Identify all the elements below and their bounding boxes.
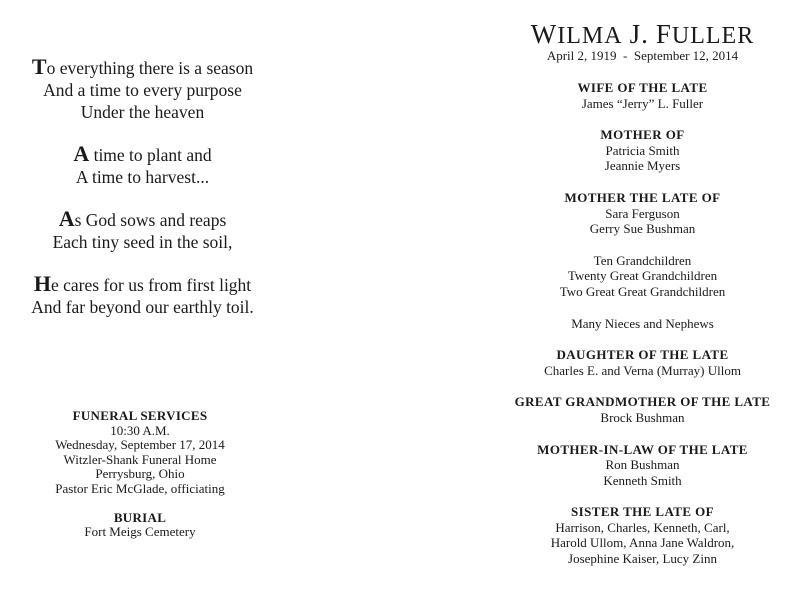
section-line: Patricia Smith: [605, 142, 680, 158]
services-location: Perrysburg, Ohio: [95, 466, 185, 482]
section-line: Brock Bushman: [600, 409, 685, 425]
section-line: Kenneth Smith: [603, 472, 682, 488]
section-line: Sara Ferguson: [605, 205, 680, 221]
obituary-section: [490, 394, 795, 425]
name-first-cap: W: [530, 19, 558, 49]
obituary-section: [490, 190, 795, 237]
deceased-name: [490, 20, 795, 50]
name-last-rest: ULLER: [671, 23, 755, 49]
drop-cap: A: [58, 206, 75, 231]
section-heading: MOTHER THE LATE OF: [564, 189, 721, 205]
poem-line: [0, 56, 285, 79]
name-middle: J.: [629, 19, 649, 49]
section-line: Josephine Kaiser, Lucy Zinn: [568, 551, 717, 567]
section-line: Charles E. and Verna (Murray) Ullom: [544, 362, 741, 378]
section-heading: WIFE OF THE LATE: [577, 80, 708, 95]
poem-line-text: o everything there is a season: [46, 58, 254, 78]
section-line: Ron Bushman: [605, 457, 680, 473]
section-line: Harold Ullom, Anna Jane Waldron,: [550, 535, 735, 551]
poem-line: [0, 273, 285, 296]
services-date: Wednesday, September 17, 2014: [55, 437, 225, 453]
section-line: Two Great Great Grandchildren: [559, 283, 726, 299]
obituary-section: [490, 80, 795, 111]
section-line: Jeannie Myers: [604, 158, 681, 174]
obituary-section: [490, 127, 795, 174]
poem-line: [0, 143, 285, 166]
section-line: Gerry Sue Bushman: [589, 221, 696, 237]
section-line: Twenty Great Grandchildren: [567, 268, 718, 284]
section-heading: DAUGHTER OF THE LATE: [556, 347, 729, 363]
right-panel: [490, 0, 795, 600]
poem-line: [0, 208, 285, 231]
section-heading: GREAT GRANDMOTHER OF THE LATE: [514, 394, 771, 410]
services-venue: Witzler-Shank Funeral Home: [63, 451, 217, 467]
poem-line: Each tiny seed in the soil,: [52, 232, 233, 252]
section-heading: MOTHER-IN-LAW OF THE LATE: [537, 441, 748, 457]
obituary-section: [490, 347, 795, 378]
poem-stanza-1: [0, 56, 285, 123]
poem-line: Under the heaven: [80, 102, 205, 122]
poem-line: And a time to every purpose: [43, 80, 242, 100]
name-first-rest: ILMA: [557, 23, 623, 49]
obituary-section: [490, 504, 795, 566]
poem-line: A time to harvest...: [75, 167, 210, 187]
poem-stanza-4: [0, 273, 285, 318]
left-panel: [0, 0, 285, 600]
poem-stanza-3: [0, 208, 285, 253]
drop-cap: T: [31, 54, 47, 79]
services-officiant: Pastor Eric McGlade, officiating: [55, 480, 225, 496]
section-line: Ten Grandchildren: [593, 252, 692, 268]
services-heading: FUNERAL SERVICES: [72, 408, 208, 423]
drop-cap: A: [73, 141, 90, 166]
poem-line-text: time to plant and: [89, 145, 212, 165]
poem-stanza-2: [0, 143, 285, 188]
life-dates: April 2, 1919 - September 12, 2014: [546, 48, 739, 63]
obituary-section: [490, 253, 795, 300]
drop-cap: H: [33, 271, 51, 296]
burial-place: Fort Meigs Cemetery: [84, 524, 196, 540]
section-line: Many Nieces and Nephews: [571, 315, 714, 331]
section-heading: MOTHER OF: [600, 127, 685, 143]
obituary-section: [490, 442, 795, 489]
burial: [0, 511, 280, 540]
section-heading: SISTER THE LATE OF: [571, 504, 714, 520]
burial-heading: BURIAL: [113, 509, 167, 525]
obituary-section: [490, 316, 795, 332]
section-line: Harrison, Charles, Kenneth, Carl,: [555, 519, 730, 535]
section-line: James “Jerry” L. Fuller: [581, 95, 704, 111]
obituary-sections: [490, 80, 795, 583]
services-time: 10:30 A.M.: [110, 422, 170, 438]
poem: [0, 56, 285, 338]
poem-line: And far beyond our earthly toil.: [31, 297, 254, 317]
name-last-cap: F: [655, 19, 672, 49]
poem-line-text: e cares for us from first light: [50, 275, 252, 295]
poem-line-text: s God sows and reaps: [74, 210, 227, 230]
funeral-services: [0, 409, 280, 540]
